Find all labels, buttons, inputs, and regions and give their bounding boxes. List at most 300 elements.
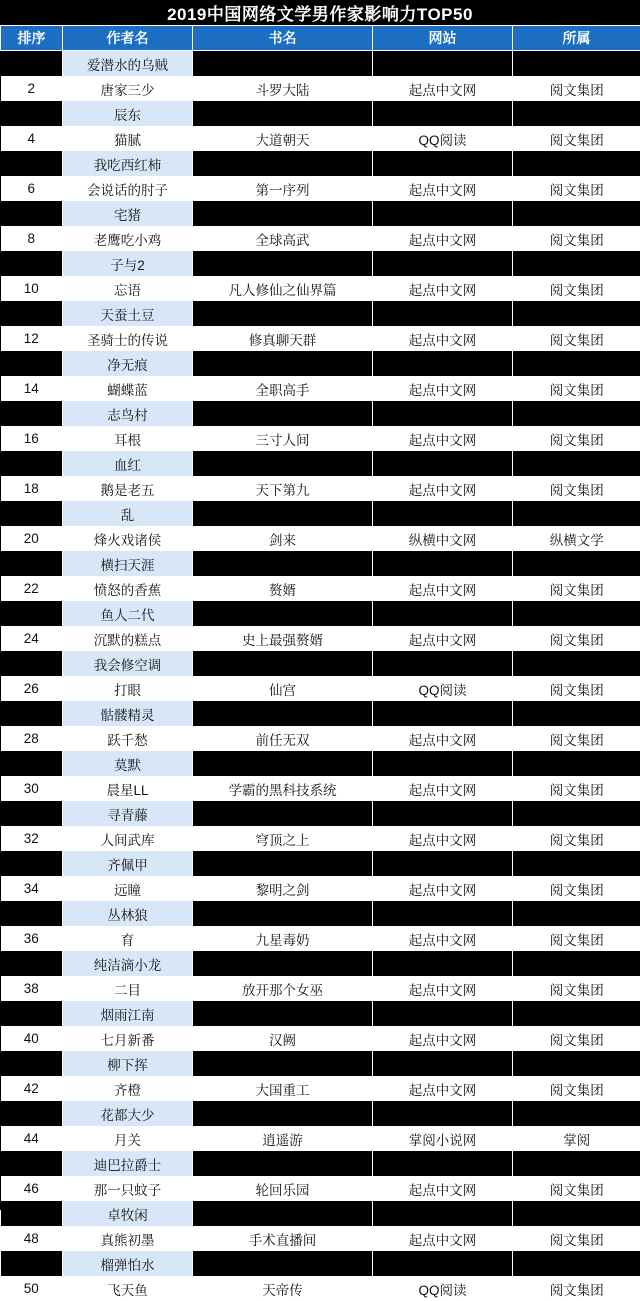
cell-owner <box>513 501 640 526</box>
table-row <box>1 151 640 176</box>
cell-rank: 48 <box>1 1226 63 1251</box>
page-title: 2019中国网络文学男作家影响力TOP50 <box>0 0 640 25</box>
cell-owner: 阅文集团 <box>513 226 640 251</box>
cell-author: 莫默 <box>63 751 193 776</box>
cell-book <box>193 451 373 476</box>
cell-owner: 阅文集团 <box>513 1226 640 1251</box>
table-row <box>1 476 640 501</box>
cell-author: 我会修空调 <box>63 651 193 676</box>
cell-book: 第一序列 <box>193 176 373 201</box>
cell-book <box>193 1001 373 1026</box>
cell-author: 卓牧闲 <box>63 1201 193 1226</box>
table-row <box>1 951 640 976</box>
ranking-table <box>0 25 640 1301</box>
cell-rank <box>1 101 63 126</box>
cell-book <box>193 551 373 576</box>
cell-author: 净无痕 <box>63 351 193 376</box>
cell-rank: 12 <box>1 326 63 351</box>
cell-book: 赘婿 <box>193 576 373 601</box>
table-row <box>1 1201 640 1226</box>
cell-site <box>373 901 513 926</box>
cell-author: 迪巴拉爵士 <box>63 1151 193 1176</box>
cell-rank: 2 <box>1 76 63 101</box>
cell-book <box>193 701 373 726</box>
cell-book <box>193 51 373 77</box>
table-row <box>1 1051 640 1076</box>
cell-author: 辰东 <box>63 101 193 126</box>
cell-owner <box>513 651 640 676</box>
cell-site <box>373 1051 513 1076</box>
cell-owner: 阅文集团 <box>513 1276 640 1301</box>
column-header-owner: 所属 <box>513 26 640 51</box>
cell-rank: 44 <box>1 1126 63 1151</box>
cell-site: 起点中文网 <box>373 1076 513 1101</box>
cell-author: 七月新番 <box>63 1026 193 1051</box>
cell-author: 爱潜水的乌贼 <box>63 51 193 77</box>
cell-author: 我吃西红柿 <box>63 151 193 176</box>
cell-book <box>193 201 373 226</box>
cell-owner: 掌阅 <box>513 1126 640 1151</box>
cell-rank <box>1 1001 63 1026</box>
cell-author: 沉默的糕点 <box>63 626 193 651</box>
cell-owner: 纵横文学 <box>513 526 640 551</box>
cell-site: 起点中文网 <box>373 176 513 201</box>
cell-rank <box>1 151 63 176</box>
cell-rank <box>1 351 63 376</box>
table-row <box>1 326 640 351</box>
cell-site <box>373 601 513 626</box>
cell-site: 起点中文网 <box>373 1226 513 1251</box>
cell-owner: 阅文集团 <box>513 826 640 851</box>
cell-site <box>373 651 513 676</box>
cell-rank: 14 <box>1 376 63 401</box>
cell-site <box>373 551 513 576</box>
cell-rank <box>1 801 63 826</box>
cell-owner <box>513 1251 640 1276</box>
cell-author: 骷髅精灵 <box>63 701 193 726</box>
cell-owner <box>513 1151 640 1176</box>
table-row <box>1 926 640 951</box>
cell-rank: 26 <box>1 676 63 701</box>
cell-author: 唐家三少 <box>63 76 193 101</box>
cell-author: 子与2 <box>63 251 193 276</box>
cell-book: 黎明之剑 <box>193 876 373 901</box>
cell-rank <box>1 551 63 576</box>
cell-rank: 42 <box>1 1076 63 1101</box>
cell-book <box>193 501 373 526</box>
table-row <box>1 1226 640 1251</box>
table-row <box>1 526 640 551</box>
cell-owner <box>513 701 640 726</box>
table-row <box>1 876 640 901</box>
cell-book <box>193 1051 373 1076</box>
cell-owner <box>513 151 640 176</box>
cell-book: 斗罗大陆 <box>193 76 373 101</box>
column-header-rank: 排序 <box>1 26 63 51</box>
cell-rank <box>1 1251 63 1276</box>
cell-book: 穹顶之上 <box>193 826 373 851</box>
cell-rank <box>1 51 63 77</box>
cell-book: 轮回乐园 <box>193 1176 373 1201</box>
cell-owner <box>513 1101 640 1126</box>
table-row <box>1 76 640 101</box>
cell-author: 血红 <box>63 451 193 476</box>
table-row <box>1 176 640 201</box>
cell-site: 起点中文网 <box>373 976 513 1001</box>
cell-author: 宅猪 <box>63 201 193 226</box>
cell-site: 起点中文网 <box>373 276 513 301</box>
table-row <box>1 276 640 301</box>
cell-author: 蝴蝶蓝 <box>63 376 193 401</box>
cell-owner: 阅文集团 <box>513 1076 640 1101</box>
cell-author: 远瞳 <box>63 876 193 901</box>
cell-site: 起点中文网 <box>373 326 513 351</box>
cell-author: 打眼 <box>63 676 193 701</box>
cell-rank: 24 <box>1 626 63 651</box>
cell-author: 忘语 <box>63 276 193 301</box>
cell-owner: 阅文集团 <box>513 176 640 201</box>
cell-rank <box>1 751 63 776</box>
cell-rank: 18 <box>1 476 63 501</box>
cell-author: 纯洁滴小龙 <box>63 951 193 976</box>
cell-book <box>193 801 373 826</box>
table-row <box>1 1276 640 1301</box>
cell-rank <box>1 651 63 676</box>
cell-author: 愤怒的香蕉 <box>63 576 193 601</box>
cell-owner <box>513 251 640 276</box>
cell-rank <box>1 701 63 726</box>
cell-owner <box>513 201 640 226</box>
cell-site <box>373 1201 513 1226</box>
cell-author: 育 <box>63 926 193 951</box>
cell-site <box>373 1151 513 1176</box>
table-row <box>1 401 640 426</box>
cell-owner: 阅文集团 <box>513 626 640 651</box>
cell-book: 逍遥游 <box>193 1126 373 1151</box>
cell-author: 老鹰吃小鸡 <box>63 226 193 251</box>
table-row <box>1 1251 640 1276</box>
cell-site: QQ阅读 <box>373 1276 513 1301</box>
cell-book: 天帝传 <box>193 1276 373 1301</box>
cell-book <box>193 651 373 676</box>
cell-site: 起点中文网 <box>373 1026 513 1051</box>
cell-book <box>193 1151 373 1176</box>
cell-rank: 10 <box>1 276 63 301</box>
cell-owner <box>513 901 640 926</box>
cell-owner: 阅文集团 <box>513 876 640 901</box>
table-row <box>1 1076 640 1101</box>
table-row <box>1 576 640 601</box>
cell-site: 起点中文网 <box>373 876 513 901</box>
cell-site <box>373 1251 513 1276</box>
cell-rank: 36 <box>1 926 63 951</box>
cell-book: 剑来 <box>193 526 373 551</box>
cell-rank: 50 <box>1 1276 63 1301</box>
cell-rank: 6 <box>1 176 63 201</box>
cell-site: 起点中文网 <box>373 226 513 251</box>
cell-author: 天蚕土豆 <box>63 301 193 326</box>
table-row <box>1 226 640 251</box>
cell-author: 圣骑士的传说 <box>63 326 193 351</box>
cell-book: 大道朝天 <box>193 126 373 151</box>
cell-owner: 阅文集团 <box>513 776 640 801</box>
cell-book: 学霸的黑科技系统 <box>193 776 373 801</box>
cell-author: 烽火戏诸侯 <box>63 526 193 551</box>
cell-book <box>193 301 373 326</box>
cell-book <box>193 1101 373 1126</box>
cell-owner: 阅文集团 <box>513 276 640 301</box>
cell-site: 起点中文网 <box>373 926 513 951</box>
cell-book: 天下第九 <box>193 476 373 501</box>
cell-book <box>193 601 373 626</box>
cell-author: 人间武库 <box>63 826 193 851</box>
cell-site: 起点中文网 <box>373 426 513 451</box>
cell-rank: 20 <box>1 526 63 551</box>
cell-author: 月关 <box>63 1126 193 1151</box>
cell-rank <box>1 901 63 926</box>
cell-book <box>193 401 373 426</box>
cell-rank: 28 <box>1 726 63 751</box>
cell-site <box>373 801 513 826</box>
cell-site <box>373 951 513 976</box>
table-row <box>1 776 640 801</box>
column-header-site: 网站 <box>373 26 513 51</box>
cell-owner <box>513 801 640 826</box>
cell-book: 全球高武 <box>193 226 373 251</box>
cell-author: 横扫天涯 <box>63 551 193 576</box>
cell-book <box>193 851 373 876</box>
table-row <box>1 901 640 926</box>
cell-book <box>193 151 373 176</box>
table-row <box>1 601 640 626</box>
cell-owner <box>513 551 640 576</box>
cell-owner <box>513 1051 640 1076</box>
cell-rank <box>1 951 63 976</box>
cell-book <box>193 901 373 926</box>
table-row <box>1 726 640 751</box>
cell-author: 丛林狼 <box>63 901 193 926</box>
cell-book: 放开那个女巫 <box>193 976 373 1001</box>
table-row <box>1 1176 640 1201</box>
cell-owner <box>513 451 640 476</box>
cell-rank: 8 <box>1 226 63 251</box>
cell-rank <box>1 1101 63 1126</box>
cell-author: 二目 <box>63 976 193 1001</box>
cell-site <box>373 851 513 876</box>
cell-owner: 阅文集团 <box>513 426 640 451</box>
cell-book: 三寸人间 <box>193 426 373 451</box>
cell-site: 起点中文网 <box>373 1176 513 1201</box>
cell-rank <box>1 601 63 626</box>
cell-owner: 阅文集团 <box>513 676 640 701</box>
table-header-row <box>1 26 640 51</box>
cell-owner: 阅文集团 <box>513 476 640 501</box>
cell-owner: 阅文集团 <box>513 126 640 151</box>
cell-rank: 30 <box>1 776 63 801</box>
cell-site <box>373 251 513 276</box>
cell-book <box>193 351 373 376</box>
cell-site: 起点中文网 <box>373 726 513 751</box>
cell-owner: 阅文集团 <box>513 326 640 351</box>
cell-author: 晨星LL <box>63 776 193 801</box>
cell-book: 大国重工 <box>193 1076 373 1101</box>
table-row <box>1 351 640 376</box>
cell-author: 鹅是老五 <box>63 476 193 501</box>
cell-site <box>373 701 513 726</box>
cell-author: 榴弹怕水 <box>63 1251 193 1276</box>
cell-author: 烟雨江南 <box>63 1001 193 1026</box>
cell-book <box>193 1201 373 1226</box>
cell-owner: 阅文集团 <box>513 376 640 401</box>
table-row <box>1 801 640 826</box>
cell-owner <box>513 301 640 326</box>
cell-owner: 阅文集团 <box>513 726 640 751</box>
cell-site: 纵横中文网 <box>373 526 513 551</box>
table-row <box>1 201 640 226</box>
cell-site <box>373 151 513 176</box>
table-body <box>1 51 640 1301</box>
column-header-book: 书名 <box>193 26 373 51</box>
cell-owner <box>513 401 640 426</box>
cell-owner: 阅文集团 <box>513 926 640 951</box>
cell-book <box>193 1251 373 1276</box>
cell-book: 全职高手 <box>193 376 373 401</box>
table-row <box>1 826 640 851</box>
cell-site <box>373 1101 513 1126</box>
table-row <box>1 1026 640 1051</box>
cell-rank <box>1 851 63 876</box>
cell-author: 志鸟村 <box>63 401 193 426</box>
cell-site: QQ阅读 <box>373 676 513 701</box>
cell-book <box>193 751 373 776</box>
cell-site: 起点中文网 <box>373 476 513 501</box>
cell-site <box>373 301 513 326</box>
cell-owner: 阅文集团 <box>513 576 640 601</box>
cell-book: 修真聊天群 <box>193 326 373 351</box>
cell-owner: 阅文集团 <box>513 976 640 1001</box>
cell-site: 起点中文网 <box>373 576 513 601</box>
cell-author: 飞天鱼 <box>63 1276 193 1301</box>
cell-site: QQ阅读 <box>373 126 513 151</box>
cell-rank: 34 <box>1 876 63 901</box>
table-row <box>1 376 640 401</box>
cell-site: 起点中文网 <box>373 376 513 401</box>
cell-book <box>193 101 373 126</box>
cell-book: 汉阙 <box>193 1026 373 1051</box>
table-row <box>1 1001 640 1026</box>
cell-rank: 22 <box>1 576 63 601</box>
cell-book: 凡人修仙之仙界篇 <box>193 276 373 301</box>
cell-owner <box>513 851 640 876</box>
cell-site <box>373 401 513 426</box>
table-row <box>1 51 640 77</box>
table-row <box>1 501 640 526</box>
cell-owner <box>513 1001 640 1026</box>
cell-site: 起点中文网 <box>373 776 513 801</box>
table-row <box>1 426 640 451</box>
cell-author: 会说话的肘子 <box>63 176 193 201</box>
cell-owner: 阅文集团 <box>513 1026 640 1051</box>
table-row <box>1 126 640 151</box>
table-row <box>1 1101 640 1126</box>
cell-author: 齐佩甲 <box>63 851 193 876</box>
table-row <box>1 551 640 576</box>
cell-book <box>193 251 373 276</box>
cell-author: 乱 <box>63 501 193 526</box>
cell-author: 柳下挥 <box>63 1051 193 1076</box>
cell-book <box>193 951 373 976</box>
cell-owner <box>513 51 640 77</box>
cell-author: 跃千愁 <box>63 726 193 751</box>
cell-rank <box>1 401 63 426</box>
table-row <box>1 701 640 726</box>
table-row <box>1 976 640 1001</box>
cell-site <box>373 351 513 376</box>
cell-author: 那一只蚊子 <box>63 1176 193 1201</box>
cell-owner <box>513 1201 640 1226</box>
cell-rank <box>1 1201 63 1226</box>
cell-site: 起点中文网 <box>373 76 513 101</box>
table-row <box>1 1151 640 1176</box>
cell-author: 花都大少 <box>63 1101 193 1126</box>
cell-owner <box>513 951 640 976</box>
table-row <box>1 626 640 651</box>
cell-site <box>373 1001 513 1026</box>
cell-owner <box>513 601 640 626</box>
cell-rank <box>1 201 63 226</box>
cell-site <box>373 751 513 776</box>
cell-owner <box>513 351 640 376</box>
table-row <box>1 451 640 476</box>
cell-author: 寻青藤 <box>63 801 193 826</box>
table-row <box>1 751 640 776</box>
cell-book: 史上最强赘婿 <box>193 626 373 651</box>
cell-author: 齐橙 <box>63 1076 193 1101</box>
cell-owner <box>513 101 640 126</box>
cell-book: 前任无双 <box>193 726 373 751</box>
cell-book: 仙宫 <box>193 676 373 701</box>
cell-rank <box>1 1151 63 1176</box>
cell-rank: 40 <box>1 1026 63 1051</box>
cell-rank: 46 <box>1 1176 63 1201</box>
cell-rank <box>1 451 63 476</box>
table-row <box>1 851 640 876</box>
cell-rank <box>1 501 63 526</box>
cell-site: 掌阅小说网 <box>373 1126 513 1151</box>
table-row <box>1 651 640 676</box>
cell-author: 真熊初墨 <box>63 1226 193 1251</box>
cell-site <box>373 201 513 226</box>
cell-author: 耳根 <box>63 426 193 451</box>
table-row <box>1 101 640 126</box>
cell-book: 手术直播间 <box>193 1226 373 1251</box>
cell-author: 猫腻 <box>63 126 193 151</box>
table-row <box>1 301 640 326</box>
cell-site <box>373 501 513 526</box>
cell-author: 鱼人二代 <box>63 601 193 626</box>
cell-rank <box>1 301 63 326</box>
cell-rank: 4 <box>1 126 63 151</box>
cell-owner <box>513 751 640 776</box>
cell-rank: 32 <box>1 826 63 851</box>
cell-site <box>373 101 513 126</box>
cell-site <box>373 451 513 476</box>
cell-rank: 38 <box>1 976 63 1001</box>
cell-site: 起点中文网 <box>373 826 513 851</box>
table-row <box>1 251 640 276</box>
cell-rank: 16 <box>1 426 63 451</box>
table-row <box>1 1126 640 1151</box>
